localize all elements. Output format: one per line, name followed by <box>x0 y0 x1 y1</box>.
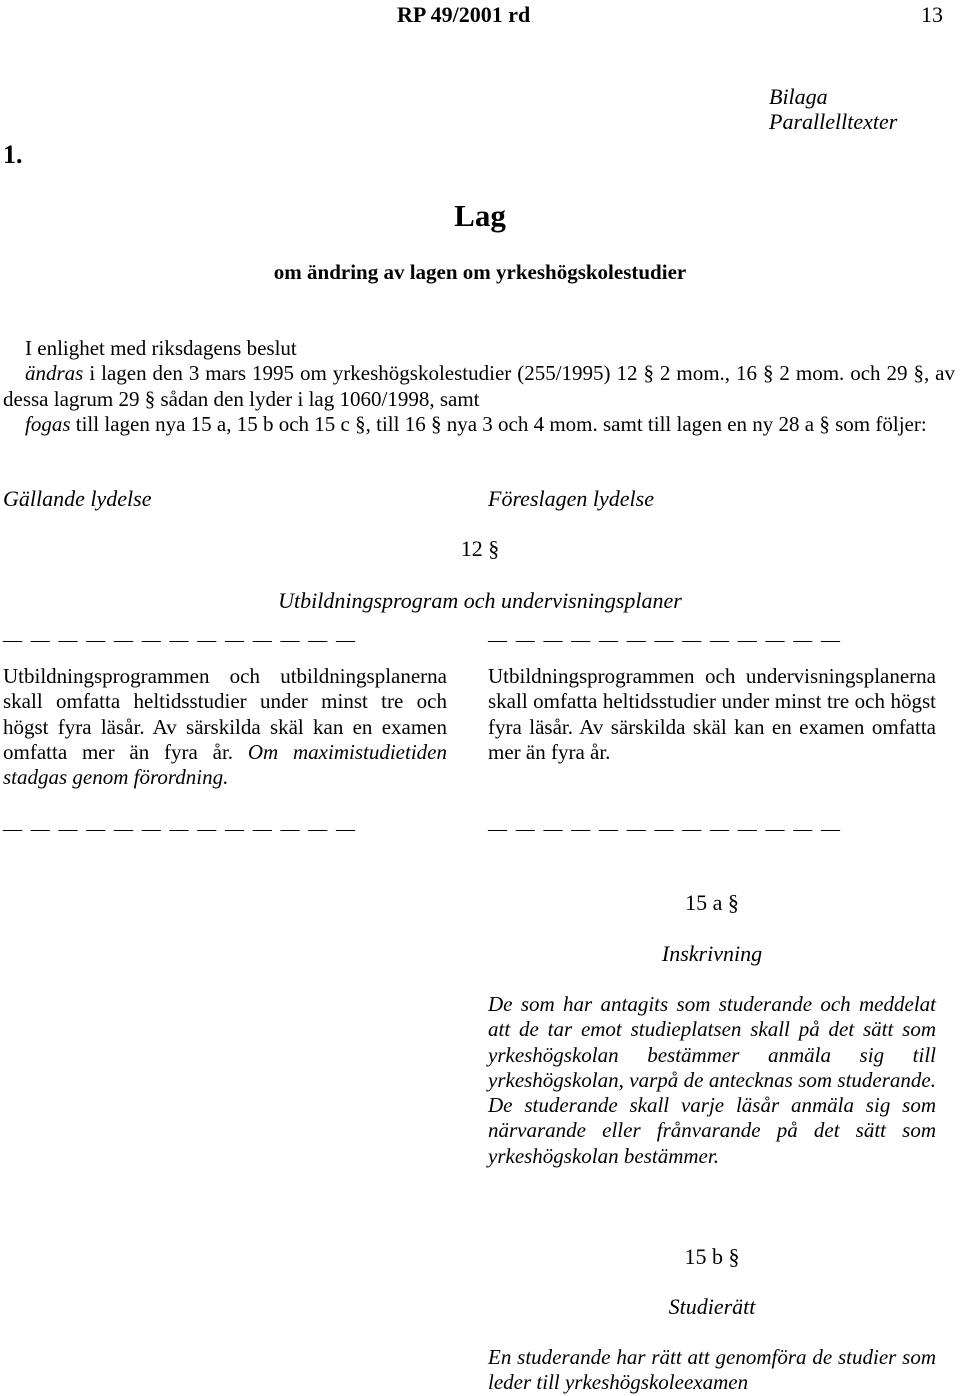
law-subtitle: om ändring av lagen om yrkeshögskolestudier <box>273 260 687 284</box>
section-15a-text: De som har antagits som studerande och meddelat att de tar emot studieplatsen skall på det sätt som yrkeshögskolan bestämmer anmäla sig till yrkeshögskolan, varpå de antecknas som studerande. De studerande skall varje läsår anmäla sig som närvarande eller frånvarande på det sätt som yrkeshögskolan bestämmer. <box>488 992 936 1168</box>
intro-line-1: I enlighet med riksdagens beslut <box>25 336 297 360</box>
current-wording-text <box>3 664 447 790</box>
section-15a-number: 15 a § <box>685 890 739 915</box>
intro-fogas <box>3 412 955 437</box>
omission-dashes-right-top: — — — — — — — — — — — — — <box>488 630 842 651</box>
page-number: 13 <box>921 2 943 27</box>
omission-dashes-left-bottom: — — — — — — — — — — — — — <box>3 819 357 840</box>
document-header-title: RP 49/2001 rd <box>397 2 531 27</box>
appendix-line-2: Parallelltexter <box>769 109 898 134</box>
intro-andras-text: i lagen den 3 mars 1995 om yrkeshögskolestudier (255/1995) 12 § 2 mom., 16 § 2 mom. och 29 §, av dessa lagrum 29 § sådan den lyder i lag 1060/1998, samt <box>3 361 955 411</box>
section-12-number: 12 § <box>460 536 500 561</box>
intro-andras <box>3 361 955 412</box>
law-title: Lag <box>454 198 506 233</box>
appendix-label <box>769 84 897 134</box>
law-number: 1. <box>3 140 23 169</box>
omission-dashes-right-bottom: — — — — — — — — — — — — — <box>488 819 842 840</box>
current-wording-heading: Gällande lydelse <box>3 486 152 511</box>
proposed-wording-heading: Föreslagen lydelse <box>488 486 654 511</box>
section-12-title: Utbildningsprogram och undervisningsplaner <box>278 588 682 613</box>
intro-fogas-word: fogas <box>25 411 71 436</box>
appendix-line-1: Bilaga <box>769 84 828 109</box>
omission-dashes-left-top: — — — — — — — — — — — — — <box>3 630 357 651</box>
proposed-wording-text: Utbildningsprogrammen och undervisningsplanerna skall omfatta heltidsstudier under minst tre och högst fyra läsår. Av särskilda skäl kan en examen omfatta mer än fyra år. <box>488 664 936 764</box>
section-15a-title: Inskrivning <box>661 941 763 966</box>
current-wording-italic: Om maximistudietiden stadgas genom förordning. <box>3 739 447 790</box>
section-15b-title: Studierätt <box>668 1294 756 1319</box>
section-15b-text: En studerande har rätt att genomföra de studier som leder till yrkeshögskoleexamen <box>488 1345 936 1395</box>
intro-andras-word: ändras <box>25 361 84 386</box>
current-wording-normal: Utbildningsprogrammen och utbildningsplanerna skall omfatta heltidsstudier under minst tre och högst fyra läsår. Av särskilda skäl kan en examen omfatta mer än fyra år. <box>3 664 447 764</box>
intro-fogas-text: till lagen nya 15 a, 15 b och 15 c §, till 16 § nya 3 och 4 mom. samt till lagen en ny 28 a § som följer: <box>70 411 927 436</box>
intro-paragraph <box>3 336 955 437</box>
section-15b-number: 15 b § <box>684 1244 740 1269</box>
